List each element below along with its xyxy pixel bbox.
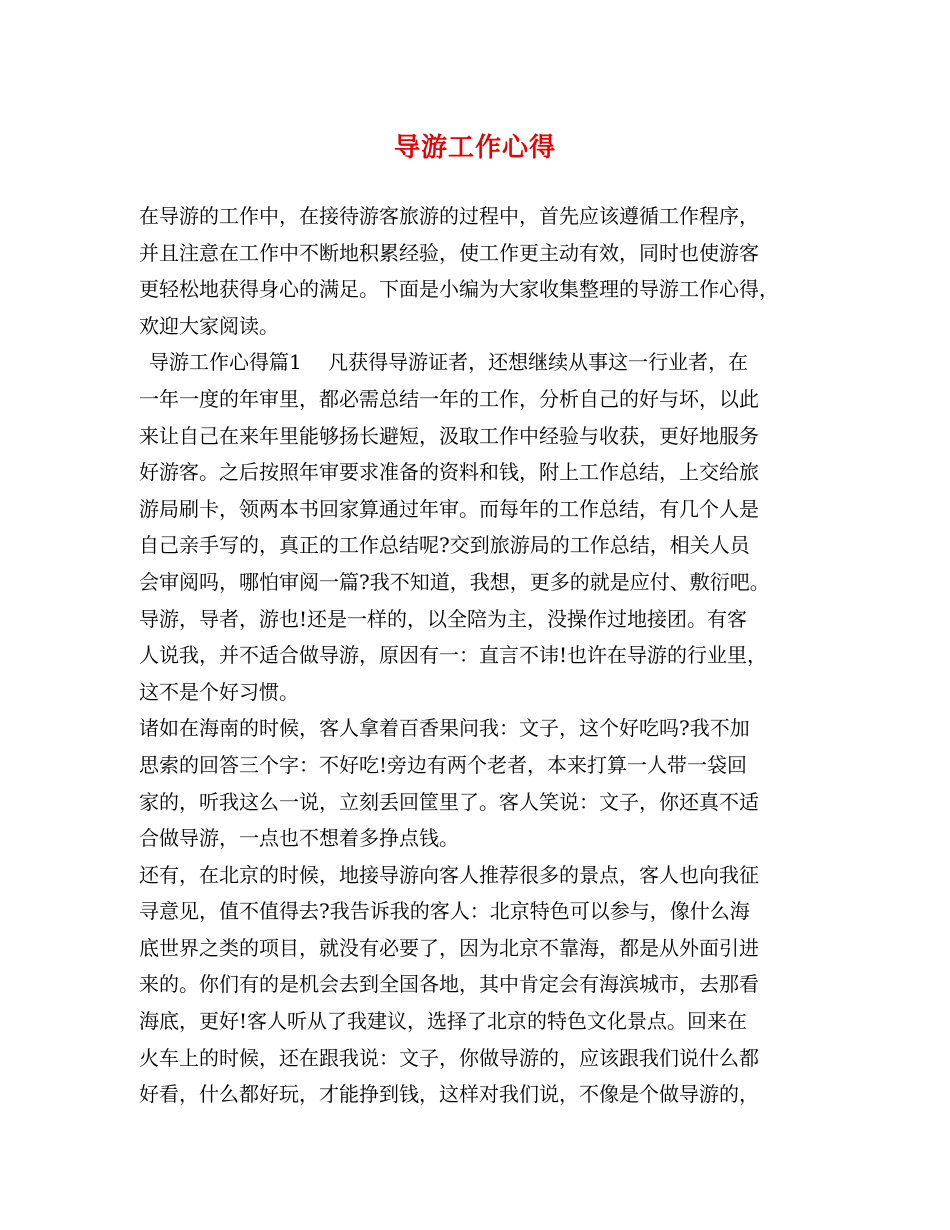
text-line: 欢迎大家阅读。 bbox=[139, 313, 279, 338]
text-line: 人说我，并不适合做导游，原因有一：直言不讳!也许在导游的行业里， bbox=[139, 643, 768, 668]
text-line: 寻意见，值不值得去?我告诉我的客人：北京特色可以参与，像什么海 bbox=[139, 899, 750, 924]
section-heading-line: 导游工作心得篇1 凡获得导游证者，还想继续从事这一行业者，在 bbox=[149, 350, 749, 375]
text-line: 诸如在海南的时候，客人拿着百香果问我：文子，这个好吃吗?我不加 bbox=[139, 716, 750, 741]
text-line: 来的。你们有的是机会去到全国各地，其中肯定会有海滨城市，去那看 bbox=[139, 972, 759, 997]
text-line: 这不是个好习惯。 bbox=[139, 679, 299, 704]
text-line: 思索的回答三个字：不好吃!旁边有两个老者，本来打算一人带一袋回 bbox=[139, 752, 748, 777]
text-line: 自己亲手写的，真正的工作总结呢?交到旅游局的工作总结，相关人员 bbox=[139, 533, 750, 558]
text-line: 并且注意在工作中不断地积累经验，使工作更主动有效，同时也使游客 bbox=[139, 240, 759, 265]
text-line: 导游，导者，游也!还是一样的，以全陪为主，没操作过地接团。有客 bbox=[139, 606, 748, 631]
text-line: 合做导游，一点也不想着多挣点钱。 bbox=[139, 826, 459, 851]
text-line: 会审阅吗，哪怕审阅一篇?我不知道，我想，更多的就是应付、敷衍吧。 bbox=[139, 569, 770, 594]
text-line: 在导游的工作中，在接待游客旅游的过程中，首先应该遵循工作程序， bbox=[139, 204, 759, 228]
text-line: 还有，在北京的时候，地接导游向客人推荐很多的景点，客人也向我征 bbox=[139, 862, 759, 887]
text-line: 游局刷卡，领两本书回家算通过年审。而每年的工作总结，有几个人是 bbox=[139, 496, 759, 521]
text-line: 海底，更好!客人听从了我建议，选择了北京的特色文化景点。回来在 bbox=[139, 1009, 748, 1034]
text-line: 好看，什么都好玩，才能挣到钱，这样对我们说，不像是个做导游的， bbox=[139, 1082, 759, 1107]
document-title: 导游工作心得 bbox=[393, 133, 556, 163]
text-line: 底世界之类的项目，就没有必要了，因为北京不靠海，都是从外面引进 bbox=[139, 935, 759, 960]
text-line: 好游客。之后按照年审要求准备的资料和钱，附上工作总结，上交给旅 bbox=[139, 460, 759, 485]
document-body bbox=[139, 198, 819, 1113]
text-line: 更轻松地获得身心的满足。下面是小编为大家收集整理的导游工作心得， bbox=[139, 277, 779, 302]
text-line: 家的，听我这么一说，立刻丢回筐里了。客人笑说：文子，你还真不适 bbox=[139, 789, 759, 814]
text-line: 来让自己在来年里能够扬长避短，汲取工作中经验与收获，更好地服务 bbox=[139, 423, 759, 448]
text-line: 火车上的时候，还在跟我说：文子，你做导游的，应该跟我们说什么都 bbox=[139, 1045, 759, 1070]
text-line: 一年一度的年审里，都必需总结一年的工作，分析自己的好与坏，以此 bbox=[139, 386, 759, 411]
